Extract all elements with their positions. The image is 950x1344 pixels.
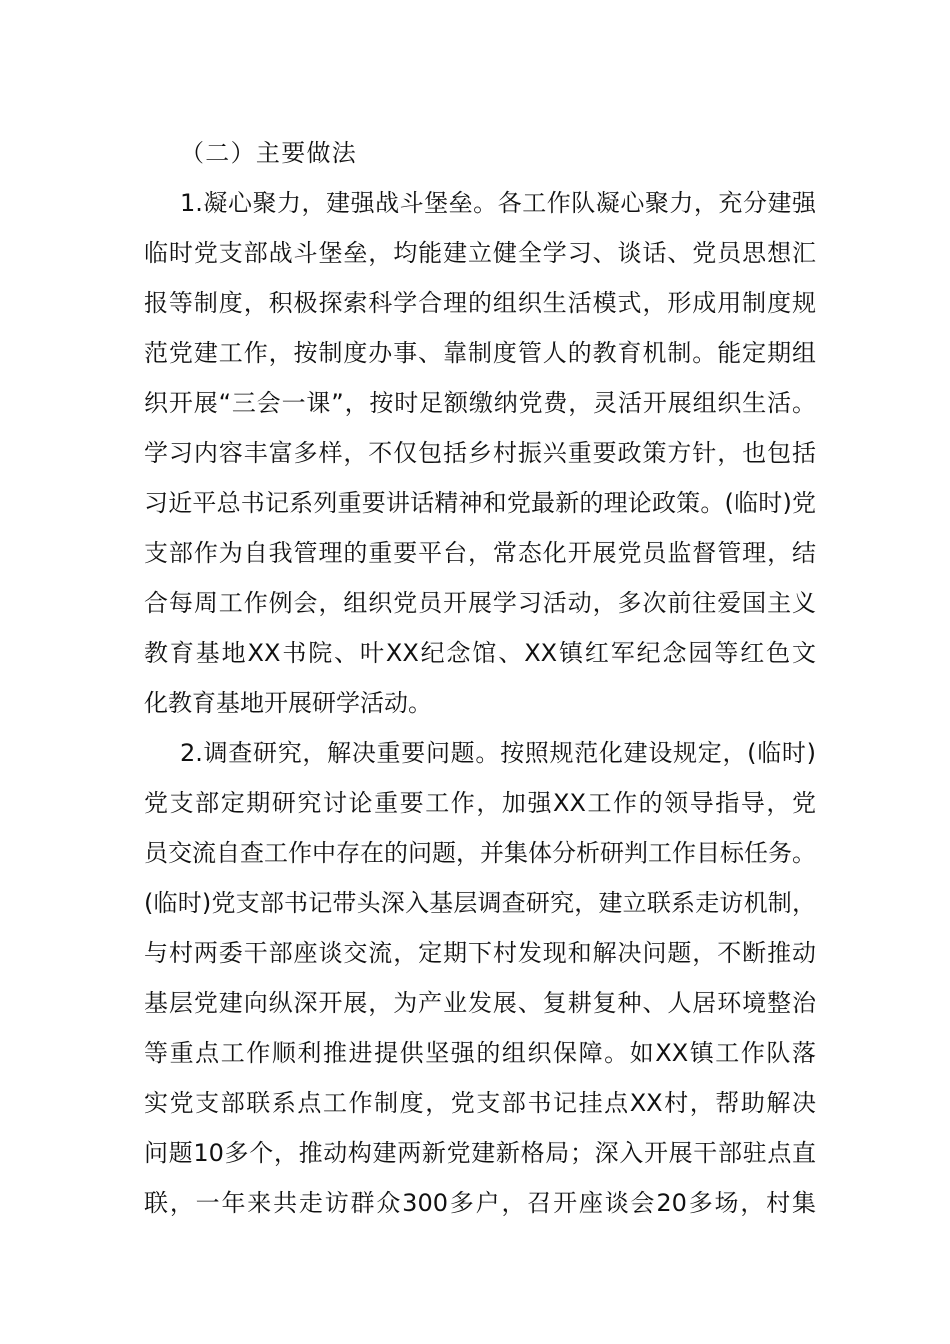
- paragraph-line: 联，一年来共走访群众300多户，召开座谈会20多场，村集: [144, 1189, 816, 1217]
- paragraph-line: 合每周工作例会，组织党员开展学习活动，多次前往爱国主义: [144, 589, 816, 617]
- paragraph-line: 教育基地XX书院、叶XX纪念馆、XX镇红军纪念园等红色文: [144, 639, 816, 667]
- paragraph-line: (临时)党支部书记带头深入基层调查研究，建立联系走访机制，: [144, 889, 816, 917]
- paragraph-line: 习近平总书记系列重要讲话精神和党最新的理论政策。(临时)党: [144, 489, 816, 517]
- paragraph-line: 学习内容丰富多样，不仅包括乡村振兴重要政策方针，也包括: [144, 439, 816, 467]
- paragraph-2: [144, 728, 816, 1228]
- paragraph-line: 临时党支部战斗堡垒，均能建立健全学习、谈话、党员思想汇: [144, 239, 816, 267]
- paragraph-line: 等重点工作顺利推进提供坚强的组织保障。如XX镇工作队落: [144, 1039, 816, 1067]
- paragraph-line: 化教育基地开展研学活动。: [144, 689, 432, 717]
- paragraph-line: 基层党建向纵深开展，为产业发展、复耕复种、人居环境整治: [144, 989, 816, 1017]
- paragraph-line: 问题10多个，推动构建两新党建新格局；深入开展干部驻点直: [144, 1139, 816, 1167]
- paragraph-line: 报等制度，积极探索科学合理的组织生活模式，形成用制度规: [144, 289, 816, 317]
- paragraph-line: 范党建工作，按制度办事、靠制度管人的教育机制。能定期组: [144, 339, 816, 367]
- paragraph-line: 1.凝心聚力，建强战斗堡垒。各工作队凝心聚力，充分建强: [180, 189, 816, 217]
- paragraph-1: [144, 178, 816, 728]
- section-heading: （二）主要做法: [180, 139, 358, 167]
- paragraph-line: 党支部定期研究讨论重要工作，加强XX工作的领导指导，党: [144, 789, 816, 817]
- paragraph-line: 实党支部联系点工作制度，党支部书记挂点XX村，帮助解决: [144, 1089, 816, 1117]
- paragraph-line: 员交流自查工作中存在的问题，并集体分析研判工作目标任务。: [144, 839, 816, 867]
- paragraph-line: 2.调查研究，解决重要问题。按照规范化建设规定，(临时): [180, 739, 816, 767]
- paragraph-line: 织开展“三会一课”，按时足额缴纳党费，灵活开展组织生活。: [144, 389, 816, 417]
- paragraph-line: 与村两委干部座谈交流，定期下村发现和解决问题，不断推动: [144, 939, 816, 967]
- paragraph-line: 支部作为自我管理的重要平台，常态化开展党员监督管理，结: [144, 539, 816, 567]
